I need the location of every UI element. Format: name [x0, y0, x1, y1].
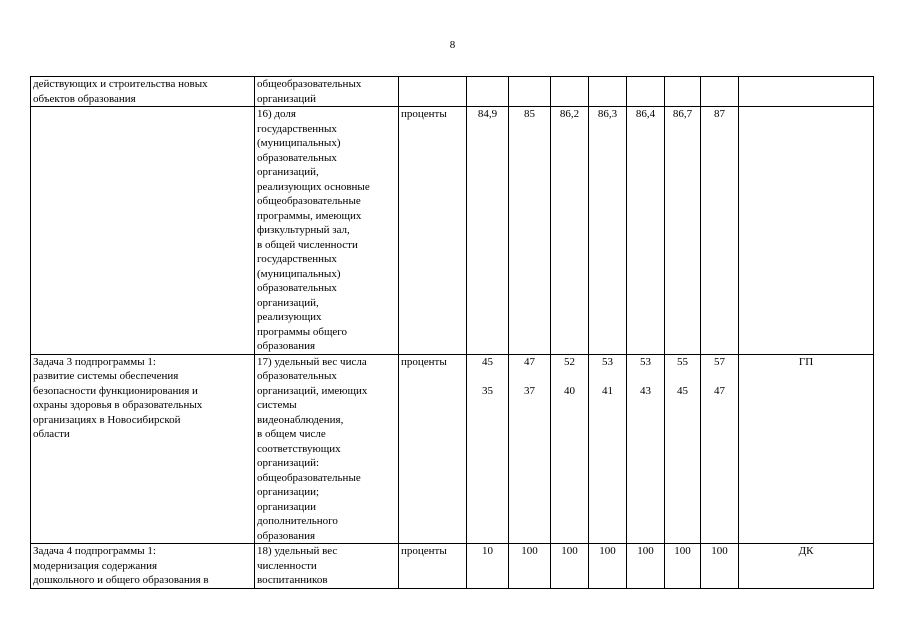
value-cell: [467, 77, 509, 107]
unit-cell: [399, 77, 467, 107]
task-cell: действующих и строительства новых объектов образования: [31, 77, 255, 107]
table-row: [31, 77, 874, 107]
value-cell: [551, 77, 589, 107]
value-cell: 55 45: [665, 354, 701, 544]
value-cell: 100: [589, 544, 627, 589]
value-cell: 47 37: [509, 354, 551, 544]
value-cell: 45 35: [467, 354, 509, 544]
value-cell: [589, 77, 627, 107]
value-cell: [509, 77, 551, 107]
value-cell: 10: [467, 544, 509, 589]
value-cell: 86,3: [589, 107, 627, 355]
indicators-table: [30, 76, 874, 589]
responsible-cell: ДК: [739, 544, 874, 589]
task-cell: Задача 4 подпрограммы 1: модернизация содержания дошкольного и общего образования в: [31, 544, 255, 589]
value-cell: 52 40: [551, 354, 589, 544]
table-row: [31, 354, 874, 544]
value-cell: 100: [701, 544, 739, 589]
value-cell: 86,4: [627, 107, 665, 355]
table-row: [31, 107, 874, 355]
unit-cell: проценты: [399, 544, 467, 589]
table-row: [31, 544, 874, 589]
value-cell: 100: [509, 544, 551, 589]
indicator-cell: 18) удельный вес численности воспитанников: [255, 544, 399, 589]
value-cell: [627, 77, 665, 107]
value-cell: 100: [627, 544, 665, 589]
value-cell: 53 43: [627, 354, 665, 544]
value-cell: 57 47: [701, 354, 739, 544]
value-cell: 100: [551, 544, 589, 589]
value-cell: 100: [665, 544, 701, 589]
value-cell: 84,9: [467, 107, 509, 355]
value-cell: 86,7: [665, 107, 701, 355]
value-cell: 87: [701, 107, 739, 355]
unit-cell: проценты: [399, 107, 467, 355]
indicator-cell: общеобразовательных организаций: [255, 77, 399, 107]
value-cell: [701, 77, 739, 107]
responsible-cell: ГП: [739, 354, 874, 544]
page-number: 8: [449, 39, 456, 51]
value-cell: 53 41: [589, 354, 627, 544]
unit-cell: проценты: [399, 354, 467, 544]
value-cell: 86,2: [551, 107, 589, 355]
value-cell: 85: [509, 107, 551, 355]
responsible-cell: [739, 107, 874, 355]
value-cell: [665, 77, 701, 107]
responsible-cell: [739, 77, 874, 107]
indicator-cell: 17) удельный вес числа образовательных организаций, имеющих системы видеонаблюдения, в общем числе соответствующих организаций: общеобразовательные организации; организации дополнительного образования: [255, 354, 399, 544]
task-cell: [31, 107, 255, 355]
indicator-cell: 16) доля государственных (муниципальных) образовательных организаций, реализующих основные общеобразовательные программы, имеющих физкультурный зал, в общей численности государственных (муниципальных) образовательных организаций, реализующих программы общего образования: [255, 107, 399, 355]
task-cell: Задача 3 подпрограммы 1: развитие системы обеспечения безопасности функционирования и охраны здоровья в образовательных организациях в Новосибирской области: [31, 354, 255, 544]
